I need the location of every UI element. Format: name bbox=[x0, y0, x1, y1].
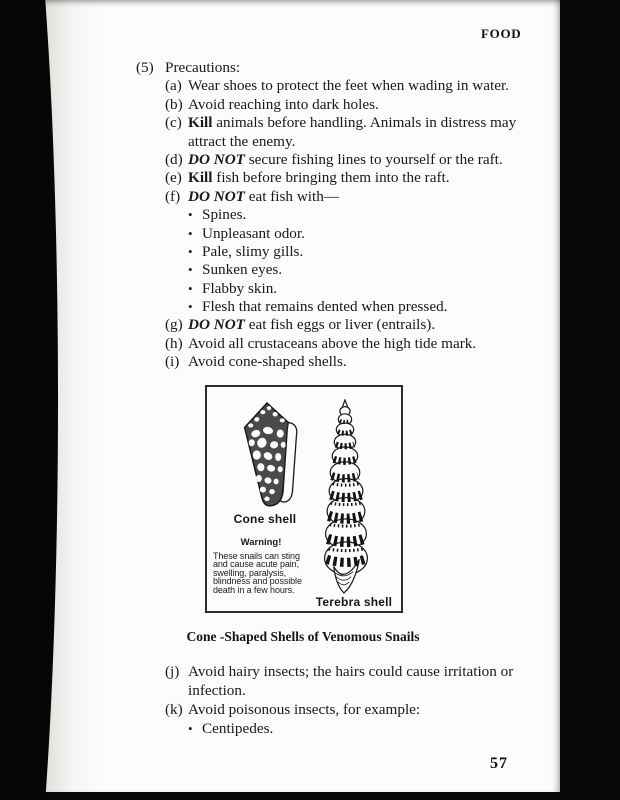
running-header: FOOD bbox=[481, 26, 522, 41]
item-text: Kill fish before bringing them into the raft. bbox=[188, 169, 450, 187]
warning-note bbox=[213, 537, 309, 594]
item-text: Avoid hairy insects; the hairs could cause irritation or bbox=[188, 663, 514, 680]
page-number: 57 bbox=[490, 755, 508, 772]
item-text: Wear shoes to protect the feet when wading in water. bbox=[188, 77, 509, 95]
item-text: Kill animals before handling. Animals in distress may bbox=[188, 114, 517, 132]
bullet-marker: • bbox=[188, 225, 193, 241]
item-label: (5) bbox=[136, 59, 154, 76]
cone-shell-label: Cone shell bbox=[233, 512, 297, 526]
bullet-marker: • bbox=[188, 280, 193, 296]
item-text: Avoid cone-shaped shells. bbox=[188, 353, 347, 371]
warning-line: and cause acute pain, bbox=[213, 559, 299, 570]
item-label: (e) bbox=[165, 169, 182, 187]
figure-caption: Cone -Shaped Shells of Venomous Snails bbox=[186, 629, 420, 644]
item-text: DO NOT secure fishing lines to yourself or the raft. bbox=[188, 150, 503, 168]
bullet-marker: • bbox=[188, 207, 193, 223]
warning-text bbox=[213, 552, 309, 594]
item-text: Avoid reaching into dark holes. bbox=[188, 95, 379, 113]
item-label: (f) bbox=[165, 187, 181, 205]
item-text: Flesh that remains dented when pressed. bbox=[202, 298, 448, 316]
item-label: (h) bbox=[165, 334, 183, 352]
warning-line: These snails can sting bbox=[213, 551, 300, 561]
item-text: Unpleasant odor. bbox=[202, 224, 305, 242]
item-text: Avoid poisonous insects, for example: bbox=[188, 701, 421, 718]
bullet-marker: • bbox=[188, 262, 193, 278]
warning-title: Warning! bbox=[240, 537, 282, 548]
item-text: Spines. bbox=[202, 206, 247, 224]
bullet-marker: • bbox=[188, 721, 193, 736]
item-label: (c) bbox=[165, 114, 182, 132]
bullet-marker: • bbox=[188, 299, 193, 315]
item-text: Pale, slimy gills. bbox=[202, 242, 304, 260]
warning-line: blindness and possible bbox=[213, 576, 302, 587]
item-text: infection. bbox=[188, 682, 246, 699]
item-label: (d) bbox=[165, 150, 183, 168]
item-label: (a) bbox=[165, 77, 182, 95]
item-text: DO NOT eat fish eggs or liver (entrails). bbox=[188, 316, 436, 334]
terebra-shell-label: Terebra shell bbox=[315, 595, 393, 609]
item-text: Precautions: bbox=[165, 59, 241, 76]
cone-shell-illustration bbox=[231, 400, 305, 510]
item-text: Avoid all crustaceans above the high tide mark. bbox=[188, 334, 477, 352]
figure-box bbox=[205, 385, 403, 613]
item-label: (g) bbox=[165, 316, 183, 334]
item-label: (j) bbox=[165, 663, 180, 680]
terebra-shell-illustration bbox=[320, 399, 372, 595]
item-label: (b) bbox=[165, 95, 183, 113]
bullet-marker: • bbox=[188, 243, 193, 259]
warning-line: swelling, paralysis, bbox=[213, 567, 287, 578]
item-text: Flabby skin. bbox=[202, 279, 278, 297]
item-label: (i) bbox=[165, 353, 180, 371]
warning-line: death in a few hours. bbox=[213, 584, 295, 595]
item-text: DO NOT eat fish with— bbox=[188, 187, 340, 205]
item-text: Centipedes. bbox=[202, 720, 274, 737]
item-text: Sunken eyes. bbox=[202, 261, 283, 279]
item-text: attract the enemy. bbox=[188, 132, 296, 150]
item-label: (k) bbox=[165, 701, 183, 718]
